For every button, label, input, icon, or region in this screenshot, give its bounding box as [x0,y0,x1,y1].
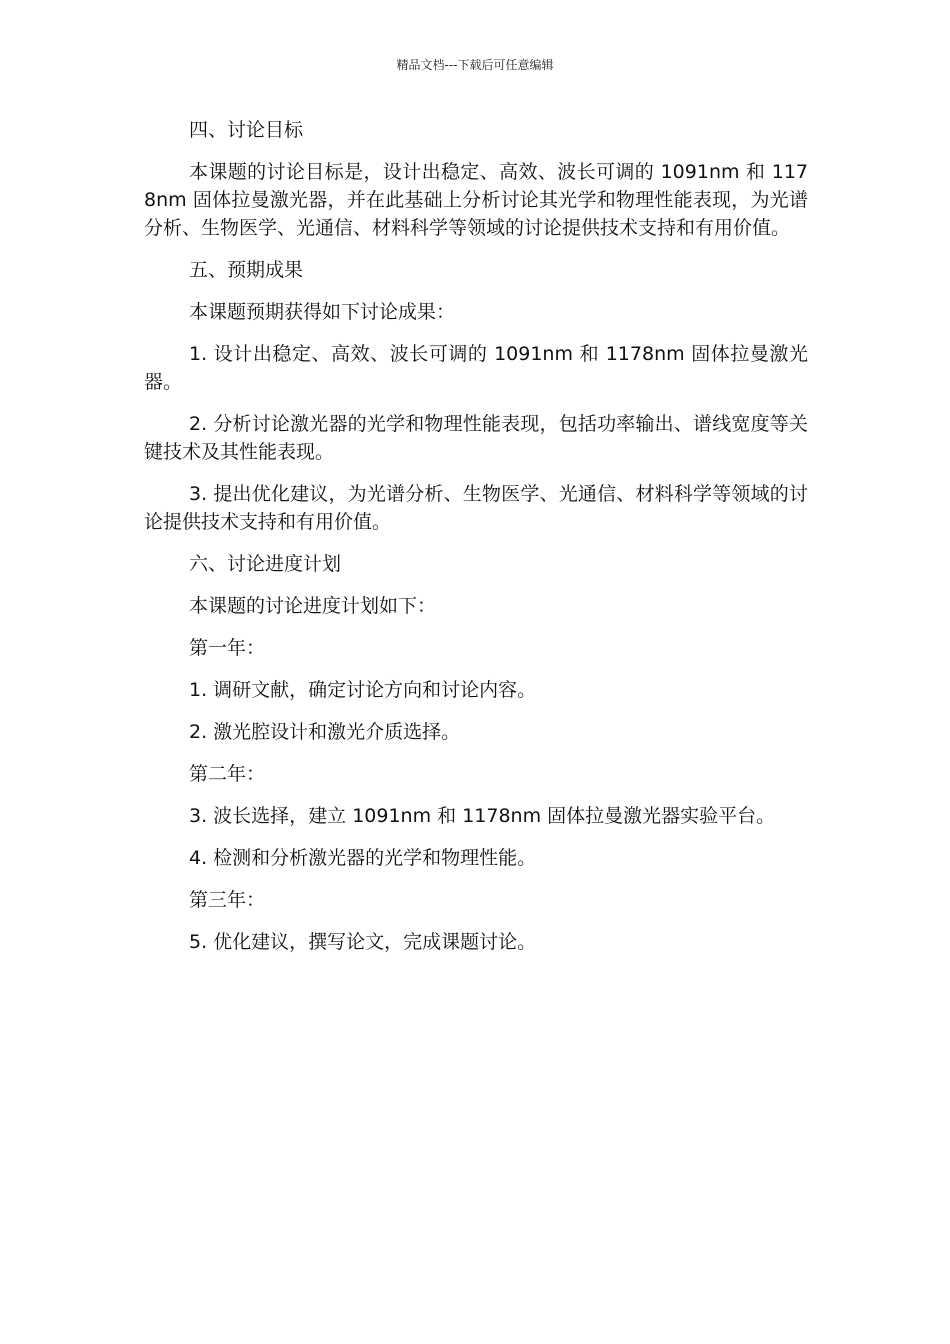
paragraph-objectives: 本课题的讨论目标是，设计出稳定、高效、波长可调的 1091nm 和 1178nm 固体拉曼激光器，并在此基础上分析讨论其光学和物理性能表现，为光谱分析、生物医学、光通信、材料科学等领域的讨论提供技术支持和有用价值。 [144,161,808,239]
schedule-item-3: 3. 波长选择，建立 1091nm 和 1178nm 固体拉曼激光器实验平台。 [189,805,776,827]
page-header-watermark: 精品文档---下载后可任意编辑 [396,58,554,72]
section-heading-schedule: 六、讨论进度计划 [189,553,342,575]
schedule-item-5: 5. 优化建议，撰写论文，完成课题讨论。 [189,931,537,953]
paragraph-expected-results-intro: 本课题预期获得如下讨论成果： [189,301,456,323]
list-item-result-2: 2. 分析讨论激光器的光学和物理性能表现，包括功率输出、谱线宽度等关键技术及其性能表现。 [144,413,808,463]
schedule-year-1: 第一年： [189,637,266,659]
list-item-result-3: 3. 提出优化建议，为光谱分析、生物医学、光通信、材料科学等领域的讨论提供技术支持和有用价值。 [144,483,808,533]
paragraph-schedule-intro: 本课题的讨论进度计划如下： [189,595,437,617]
schedule-year-3: 第三年： [189,889,266,911]
schedule-item-1: 1. 调研文献，确定讨论方向和讨论内容。 [189,679,537,701]
schedule-item-2: 2. 激光腔设计和激光介质选择。 [189,721,461,743]
schedule-item-4: 4. 检测和分析激光器的光学和物理性能。 [189,847,537,869]
schedule-year-2: 第二年： [189,763,266,785]
section-heading-objectives: 四、讨论目标 [189,119,304,141]
list-item-result-1: 1. 设计出稳定、高效、波长可调的 1091nm 和 1178nm 固体拉曼激光器。 [144,343,808,393]
document-body [144,116,808,970]
section-heading-expected-results: 五、预期成果 [189,259,304,281]
